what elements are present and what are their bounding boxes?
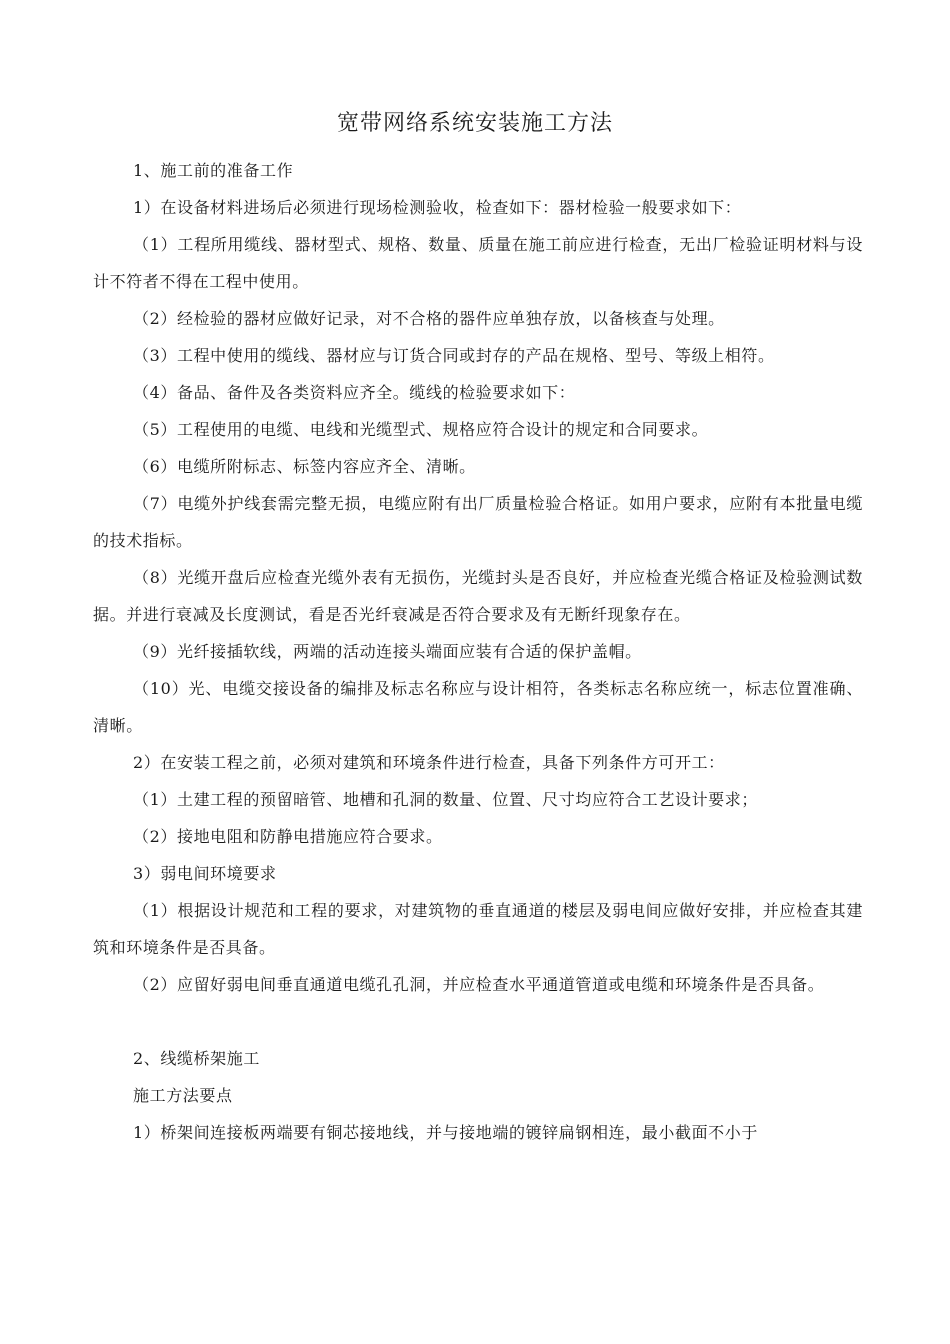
list-item: （3）工程中使用的缆线、器材应与订货合同或封存的产品在规格、型号、等级上相符。 [133,346,775,365]
list-item: （2）经检验的器材应做好记录，对不合格的器件应单独存放，以备核查与处理。 [133,309,725,328]
subsection-heading: 施工方法要点 [133,1086,233,1105]
list-item: （2）应留好弱电间垂直通道电缆孔孔洞，并应检查水平通道管道或电缆和环境条件是否具备。 [133,975,825,994]
list-item: （7）电缆外护线套需完整无损，电缆应附有出厂质量检验合格证。如用户要求，应附有本批量电缆的技术指标。 [93,494,863,550]
section-heading-2: 2、线缆桥架施工 [133,1049,260,1068]
list-item: （8）光缆开盘后应检查光缆外表有无损伤，光缆封头是否良好，并应检查光缆合格证及检验测试数据。并进行衰减及长度测试，看是否光纤衰减是否符合要求及有无断纤现象存在。 [93,568,863,624]
list-item: （6）电缆所附标志、标签内容应齐全、清晰。 [133,457,476,476]
list-item: （1）工程所用缆线、器材型式、规格、数量、质量在施工前应进行检查，无出厂检验证明材料与设计不符者不得在工程中使用。 [93,235,863,291]
list-item: （1）土建工程的预留暗管、地槽和孔洞的数量、位置、尺寸均应符合工艺设计要求； [133,790,758,809]
section-heading-1: 1、施工前的准备工作 [133,161,294,180]
document-title: 宽带网络系统安装施工方法 [336,111,613,136]
document-body [93,152,863,1151]
list-item: （10）光、电缆交接设备的编排及标志名称应与设计相符，各类标志名称应统一，标志位置准确、清晰。 [93,679,863,735]
list-item: （2）接地电阻和防静电措施应符合要求。 [133,827,443,846]
list-item: （9）光纤接插软线，两端的活动连接头端面应装有合适的保护盖帽。 [133,642,642,661]
list-item: （4）备品、备件及各类资料应齐全。缆线的检验要求如下： [133,383,576,402]
list-item: 1）桥架间连接板两端要有铜芯接地线，并与接地端的镀锌扁钢相连，最小截面不小于 [133,1123,758,1142]
subsection-heading: 1）在设备材料进场后必须进行现场检测验收，检查如下：器材检验一般要求如下： [133,198,742,217]
subsection-heading: 2）在安装工程之前，必须对建筑和环境条件进行检查，具备下列条件方可开工： [133,753,725,772]
list-item: （1）根据设计规范和工程的要求，对建筑物的垂直通道的楼层及弱电间应做好安排，并应检查其建筑和环境条件是否具备。 [93,901,863,957]
list-item: （5）工程使用的电缆、电线和光缆型式、规格应符合设计的规定和合同要求。 [133,420,709,439]
subsection-heading: 3）弱电间环境要求 [133,864,277,883]
